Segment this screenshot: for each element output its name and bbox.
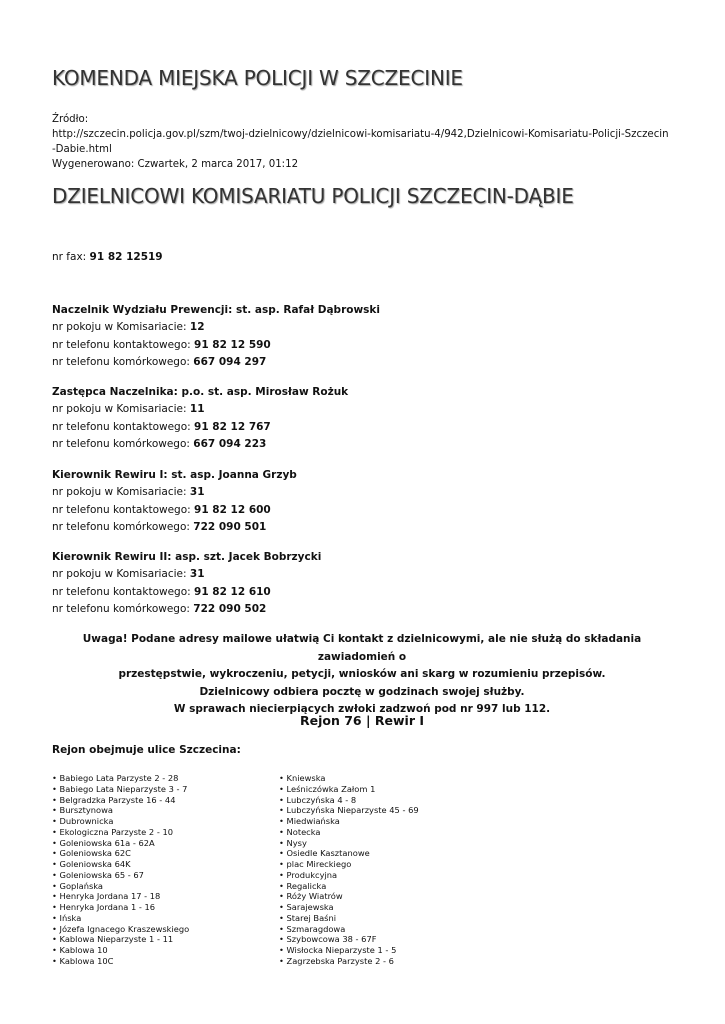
room-number: 12 <box>189 321 205 334</box>
street-item: • Leśniczówka Załom 1 <box>279 784 419 795</box>
street-item: • Lubczyńska 4 - 8 <box>279 795 419 806</box>
notice-line: Dzielnicowy odbiera pocztę w godzinach swojej służby. <box>199 685 525 698</box>
officer-mobile: nr telefonu komórkowego: 722 090 501 <box>52 520 267 533</box>
street-item: • Sarajewska <box>279 902 419 913</box>
phone-number: 91 82 12 590 <box>194 338 271 351</box>
street-item: • Notecka <box>279 827 419 838</box>
officer-room: nr pokoju w Komisariacie: 12 <box>52 321 205 334</box>
officer-room: nr pokoju w Komisariacie: 11 <box>52 403 205 416</box>
street-item: • Kniewska <box>279 773 419 784</box>
mobile-number: 722 090 501 <box>193 520 267 533</box>
street-item: • Róży Wiatrów <box>279 891 419 902</box>
officer-room: nr pokoju w Komisariacie: 31 <box>52 486 205 499</box>
street-item: • Zagrzebska Parzyste 2 - 6 <box>279 956 419 967</box>
source-info <box>52 112 672 172</box>
generated-date: Wygenerowano: Czwartek, 2 marca 2017, 01:12 <box>52 159 299 170</box>
officer-block <box>52 302 380 371</box>
street-item: • Goleniowska 61a - 62A <box>52 838 189 849</box>
source-label: Źródło: <box>52 114 89 125</box>
street-item: • Nysy <box>279 838 419 849</box>
street-item: • Belgradzka Parzyste 16 - 44 <box>52 795 189 806</box>
officer-block <box>52 549 321 618</box>
street-item: • Kablowa 10 <box>52 945 189 956</box>
street-item: • Kablowa Nieparzyste 1 - 11 <box>52 934 189 945</box>
street-item: • Szmaragdowa <box>279 924 419 935</box>
mobile-number: 667 094 223 <box>193 437 267 450</box>
room-number: 31 <box>189 486 205 499</box>
officer-room: nr pokoju w Komisariacie: 31 <box>52 568 205 581</box>
street-item: • Ekologiczna Parzyste 2 - 10 <box>52 827 189 838</box>
street-item: • Józefa Ignacego Kraszewskiego <box>52 924 189 935</box>
street-item: • Lubczyńska Nieparzyste 45 - 69 <box>279 805 419 816</box>
street-item: • Starej Baśni <box>279 913 419 924</box>
officer-block <box>52 467 297 536</box>
street-item: • Goplańska <box>52 881 189 892</box>
officer-mobile: nr telefonu komórkowego: 667 094 223 <box>52 437 267 450</box>
notice-line: przestępstwie, wykroczeniu, petycji, wniosków ani skarg w rozumieniu przepisów. <box>118 668 606 680</box>
streets-list-right <box>279 773 419 967</box>
notice-line: Uwaga! Podane adresy mailowe ułatwią Ci kontakt z dzielnicowymi, ale nie służą do składania zawiadomień o <box>82 633 642 663</box>
officer-title: Zastępca Naczelnika: p.o. st. asp. Mirosław Rożuk <box>52 386 349 398</box>
streets-list-left <box>52 773 189 967</box>
officer-phone: nr telefonu kontaktowego: 91 82 12 767 <box>52 420 271 433</box>
phone-number: 91 82 12 600 <box>194 503 271 516</box>
officer-phone: nr telefonu kontaktowego: 91 82 12 590 <box>52 338 271 351</box>
officer-mobile: nr telefonu komórkowego: 667 094 297 <box>52 355 267 368</box>
street-item: • Bursztynowa <box>52 805 189 816</box>
notice <box>52 631 672 719</box>
street-item: • Kablowa 10C <box>52 956 189 967</box>
mobile-number: 667 094 297 <box>193 355 267 368</box>
officer-mobile: nr telefonu komórkowego: 722 090 502 <box>52 602 267 615</box>
page-title: KOMENDA MIEJSKA POLICJI W SZCZECINIE <box>52 66 463 90</box>
street-item: • Miedwiańska <box>279 816 419 827</box>
fax-label: nr fax: <box>52 251 87 263</box>
streets-heading: Rejon obejmuje ulice Szczecina: <box>52 744 241 756</box>
street-item: • Babiego Lata Nieparzyste 3 - 7 <box>52 784 189 795</box>
street-item: • Henryka Jordana 1 - 16 <box>52 902 189 913</box>
district-title: Rejon 76 | Rewir I <box>300 713 424 728</box>
street-item: • Dubrownicka <box>52 816 189 827</box>
street-item: • Babiego Lata Parzyste 2 - 28 <box>52 773 189 784</box>
room-number: 31 <box>189 568 205 581</box>
street-item: • Goleniowska 65 - 67 <box>52 870 189 881</box>
section-title: DZIELNICOWI KOMISARIATU POLICJI SZCZECIN-DĄBIE <box>52 184 574 208</box>
officer-title: Kierownik Rewiru II: asp. szt. Jacek Bobrzycki <box>52 551 322 563</box>
fax-line <box>52 251 163 263</box>
officer-block <box>52 384 348 453</box>
phone-number: 91 82 12 610 <box>194 585 271 598</box>
street-item: • Produkcyjna <box>279 870 419 881</box>
officer-title: Naczelnik Wydziału Prewencji: st. asp. Rafał Dąbrowski <box>52 304 381 316</box>
street-item: • Ińska <box>52 913 189 924</box>
officer-title: Kierownik Rewiru I: st. asp. Joanna Grzyb <box>52 469 297 481</box>
fax-number: 91 82 12519 <box>89 251 163 263</box>
notice-line: W sprawach niecierpiących zwłoki zadzwoń pod nr 997 lub 112. <box>173 703 551 715</box>
officer-phone: nr telefonu kontaktowego: 91 82 12 610 <box>52 585 271 598</box>
room-number: 11 <box>189 403 205 416</box>
street-item: • Goleniowska 64K <box>52 859 189 870</box>
source-url: http://szczecin.policja.gov.pl/szm/twoj-dzielnicowy/dzielnicowi-komisariatu-4/942,Dzielnicowi-Komisariatu-Policji-Szczecin-Dabie.html <box>52 129 669 155</box>
street-item: • Wisłocka Nieparzyste 1 - 5 <box>279 945 419 956</box>
street-item: • Regalicka <box>279 881 419 892</box>
officer-phone: nr telefonu kontaktowego: 91 82 12 600 <box>52 503 271 516</box>
street-item: • Goleniowska 62C <box>52 848 189 859</box>
street-item: • Henryka Jordana 17 - 18 <box>52 891 189 902</box>
street-item: • Osiedle Kasztanowe <box>279 848 419 859</box>
street-item: • Szybowcowa 38 - 67F <box>279 934 419 945</box>
mobile-number: 722 090 502 <box>193 602 267 615</box>
street-item: • plac Mireckiego <box>279 859 419 870</box>
phone-number: 91 82 12 767 <box>194 420 271 433</box>
